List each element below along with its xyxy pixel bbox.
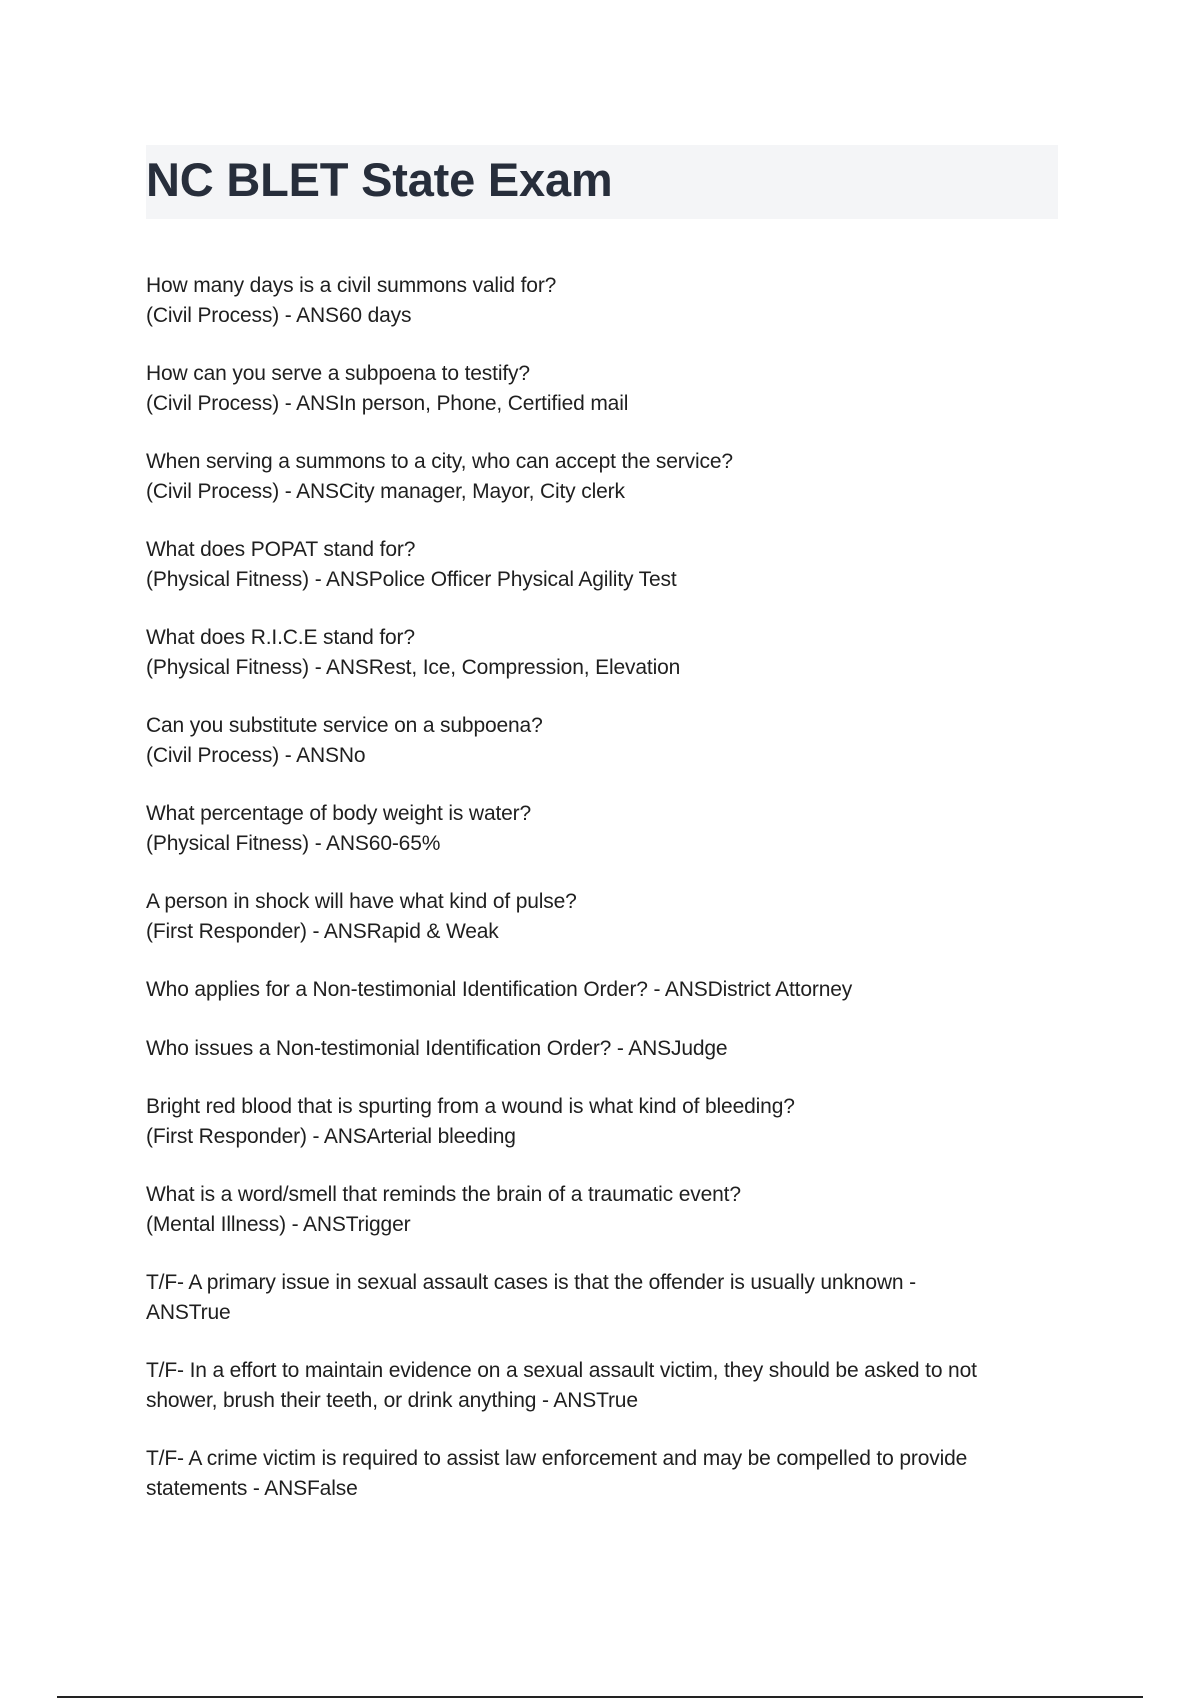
qa-item: What percentage of body weight is water? (Physical Fitness) - ANS60-65%	[146, 802, 532, 855]
qa-item: What does R.I.C.E stand for? (Physical Fitness) - ANSRest, Ice, Compression, Elevation	[146, 626, 681, 679]
qa-item: T/F- A crime victim is required to assist law enforcement and may be compelled to provide statements - ANSFalse	[146, 1447, 968, 1500]
qa-item: Can you substitute service on a subpoena? (Civil Process) - ANSNo	[146, 714, 543, 767]
qa-item: What is a word/smell that reminds the brain of a traumatic event? (Mental Illness) - ANSTrigger	[146, 1183, 741, 1236]
qa-item: T/F- In a effort to maintain evidence on a sexual assault victim, they should be asked to not shower, brush their teeth, or drink anything - ANSTrue	[146, 1359, 977, 1412]
page-title: NC BLET State Exam	[146, 153, 613, 206]
qa-item: Bright red blood that is spurting from a wound is what kind of bleeding? (First Responder) - ANSArterial bleeding	[146, 1095, 795, 1148]
qa-item: Who issues a Non-testimonial Identification Order? - ANSJudge	[146, 1036, 728, 1060]
footer-divider	[57, 1696, 1143, 1698]
title-banner	[146, 145, 1058, 219]
qa-item: Who applies for a Non-testimonial Identification Order? - ANSDistrict Attorney	[146, 978, 853, 1001]
qa-item: A person in shock will have what kind of pulse? (First Responder) - ANSRapid & Weak	[146, 890, 577, 943]
qa-item: How can you serve a subpoena to testify? (Civil Process) - ANSIn person, Phone, Certified mail	[146, 362, 629, 415]
qa-item: T/F- A primary issue in sexual assault cases is that the offender is usually unknown - ANSTrue	[146, 1271, 916, 1324]
question-list	[146, 271, 1076, 1532]
qa-item: What does POPAT stand for? (Physical Fitness) - ANSPolice Officer Physical Agility Test	[146, 538, 677, 591]
qa-item: When serving a summons to a city, who can accept the service? (Civil Process) - ANSCity manager, Mayor, City clerk	[146, 450, 733, 503]
qa-item: How many days is a civil summons valid for? (Civil Process) - ANS60 days	[146, 274, 557, 327]
